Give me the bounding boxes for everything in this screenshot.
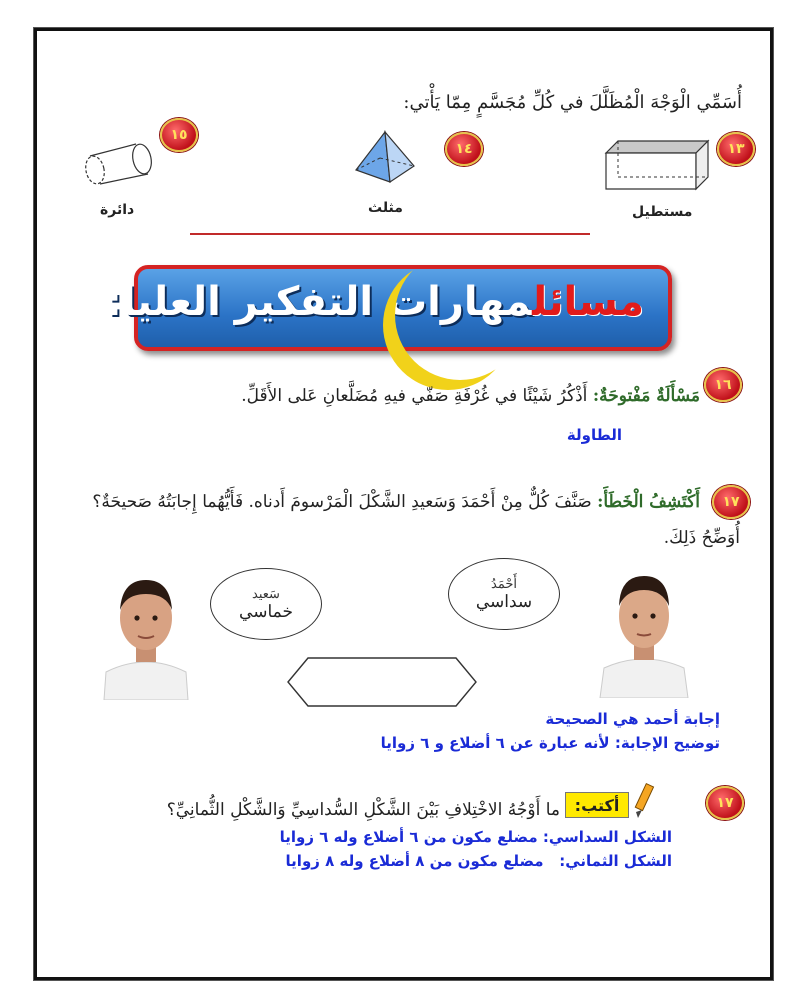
- speech-bubble-saeed: [210, 568, 322, 640]
- q13-prompt: أُسَمِّي الْوَجْهَ الْمُظَلَّلَ في كُلِّ مُجَسَّمٍ مِمّا يَأْتي:: [403, 92, 742, 113]
- banner-title: [106, 279, 644, 325]
- bubble-ahmed-answer: سداسي: [475, 591, 533, 612]
- question-14-badge: ١٤: [445, 132, 483, 166]
- banner-rest-text: مهارات التفكير العليا:: [105, 279, 533, 325]
- q16-line: [241, 386, 700, 406]
- q17-line1: [92, 492, 700, 512]
- bubble-saeed-name: سَعيد: [252, 586, 280, 602]
- crescent-moon-decoration: [395, 250, 525, 380]
- answer-15: دائرة: [100, 202, 135, 218]
- answer-14: مثلث: [368, 200, 403, 216]
- speech-bubble-ahmed: [448, 558, 560, 630]
- q17-line2: أُوَضِّحُ ذَلِكَ.: [663, 528, 740, 548]
- q17-answer-1: إجابة أحمد هي الصحيحة: [545, 710, 720, 728]
- divider-line: [190, 233, 590, 235]
- pyramid-figure: [350, 128, 420, 188]
- question-17-badge: ١٧: [712, 485, 750, 519]
- question-16-badge: ١٦: [704, 368, 742, 402]
- pencil-icon: [626, 780, 662, 820]
- question-15-badge: ١٥: [160, 118, 198, 152]
- question-18-badge: ١٧: [706, 786, 744, 820]
- hexagon-figure: [282, 652, 482, 712]
- student-ahmed-photo: [598, 558, 690, 698]
- write-label-box: أكتب:: [565, 792, 629, 818]
- q16-answer: الطاولة: [566, 426, 622, 444]
- q17-label: أَكْتَشِفُ الْخَطَأَ:: [597, 492, 700, 512]
- q16-label: مَسْأَلَةٌ مَفْتوحَةٌ:: [592, 386, 700, 406]
- question-13-badge: ١٣: [717, 132, 755, 166]
- q18-answer-2: الشكل الثماني: مضلع مكون من ٨ أضلاع وله ٨ زوايا: [285, 852, 672, 870]
- banner-accent-word: مسائل: [532, 279, 644, 325]
- bubble-saeed-answer: خماسي: [239, 601, 293, 622]
- answer-13: مستطيل: [632, 204, 693, 220]
- q17-text: صَنَّفَ كُلٌّ مِنْ أَحْمَدَ وَسَعيدِ الشَّكْلَ الْمَرْسومَ أَدناه. فَأَيُّهُما إِجابَتُهُ صَحيحَةٌ؟: [92, 492, 592, 512]
- q18-answer-1: الشكل السداسي: مضلع مكون من ٦ أضلاع وله ٦ زوايا: [279, 828, 672, 846]
- q17-answer-2: توضيح الإجابة: لأنه عبارة عن ٦ أضلاع و ٦ زوايا: [380, 734, 720, 752]
- cylinder-figure: [78, 138, 158, 188]
- student-saeed-photo: [100, 560, 192, 700]
- q18-text: ما أَوْجُهُ الاخْتِلافِ بَيْنَ الشَّكْلِ السُّداسِيِّ وَالشَّكْلِ الثُّمانِيِّ؟: [166, 800, 560, 820]
- bubble-ahmed-name: أَحْمَدُ: [491, 576, 517, 592]
- q16-text: أَذْكُرُ شَيْئًا في غُرْفَةِ صَفّي فيهِ مُضَلَّعانِ عَلى الأَقَلِّ.: [241, 386, 588, 406]
- rectangular-prism-figure: [600, 135, 715, 195]
